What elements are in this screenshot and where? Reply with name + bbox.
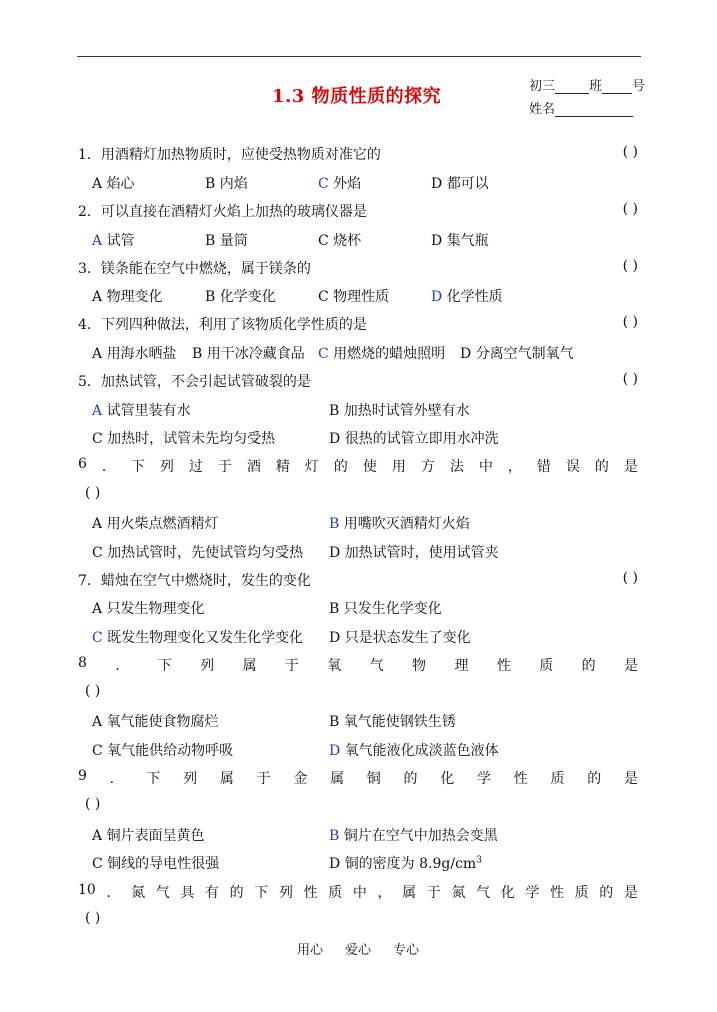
option-a: A 焰心 xyxy=(92,176,135,192)
option-d: D 只是状态发生了变化 xyxy=(329,630,471,646)
question-char: 的 xyxy=(599,885,614,901)
question-char: 性 xyxy=(496,658,511,674)
answer-paren[interactable]: ( ) xyxy=(622,201,638,217)
question-char: 酒 xyxy=(246,459,261,475)
answer-paren[interactable]: ( ) xyxy=(85,683,101,699)
question-char: 中 xyxy=(478,459,493,475)
question-6 xyxy=(78,456,638,476)
question-char: 下 xyxy=(157,658,172,674)
question-char: 过 xyxy=(188,459,203,475)
question-char: 错 xyxy=(536,459,551,475)
question-char: 气 xyxy=(155,885,170,901)
answer-paren[interactable]: ( ) xyxy=(622,570,638,586)
class-blank[interactable] xyxy=(555,79,589,94)
header-rule xyxy=(77,56,641,57)
answer-paren[interactable]: ( ) xyxy=(85,796,101,812)
question-char: 气 xyxy=(369,658,384,674)
question-char: 法 xyxy=(449,459,464,475)
question-char: ． xyxy=(106,885,121,901)
question-char: 8 xyxy=(78,655,87,671)
question-char: 性 xyxy=(513,771,528,787)
question-char: 质 xyxy=(550,771,565,787)
question-char: 物 xyxy=(412,658,427,674)
question-char: 属 xyxy=(219,771,234,787)
name-line: 姓名 xyxy=(529,98,633,117)
option-b: B 加热时试管外壁有水 xyxy=(329,403,470,419)
question-char: 质 xyxy=(328,885,343,901)
question-char: 化 xyxy=(500,885,515,901)
answer-paren[interactable]: ( ) xyxy=(622,371,638,387)
option-d: D 氧气能液化成淡蓝色液体 xyxy=(329,743,499,759)
question-char: 质 xyxy=(574,885,589,901)
question-char: ， xyxy=(507,459,522,475)
option-a: A 物理变化 xyxy=(92,289,163,305)
option-a: A 氧气能使食物腐烂 xyxy=(92,714,219,730)
option-b: B 量筒 xyxy=(205,233,248,249)
question-char: 氧 xyxy=(327,658,342,674)
option-a: A 试管 xyxy=(92,233,135,249)
question-char: 是 xyxy=(623,459,638,475)
question-char: 误 xyxy=(565,459,580,475)
question-char: 是 xyxy=(624,658,638,674)
footer: 用心 爱心 专心 xyxy=(297,943,420,958)
question-char: 使 xyxy=(362,459,377,475)
question-char: 列 xyxy=(159,459,174,475)
question-char: 10 xyxy=(78,882,96,898)
question-char: 的 xyxy=(333,459,348,475)
question-char: 性 xyxy=(550,885,564,901)
option-c: C 加热时，试管未先均匀受热 xyxy=(92,431,276,447)
question-char: 6 xyxy=(78,456,87,472)
question-char: 用 xyxy=(391,459,406,475)
question-char: 于 xyxy=(284,658,299,674)
option-b: B 氧气能使钢铁生锈 xyxy=(329,714,456,730)
option-b: B 化学变化 xyxy=(205,289,276,305)
question-char: 方 xyxy=(420,459,435,475)
option-c: C 物理性质 xyxy=(318,289,390,305)
question-1: 1．用酒精灯加热物质时，应使受热物质对准它的 ( ) xyxy=(78,144,638,163)
question-char: 气 xyxy=(476,885,491,901)
question-char: 列 xyxy=(278,885,293,901)
option-c: C 加热试管时，先使试管均匀受热 xyxy=(92,545,304,561)
question-char: 的 xyxy=(581,658,596,674)
option-c: C 氧气能供给动物呼吸 xyxy=(92,743,234,759)
option-d: D 铜的密度为 $8.9g/cm^3$ xyxy=(329,855,482,872)
option-d: D 加热试管时，使用试管夹 xyxy=(329,545,499,561)
option-d: D 很热的试管立即用水冲洗 xyxy=(329,431,499,447)
question-char: 于 xyxy=(426,885,441,901)
option-a: A 铜片表面呈黄色 xyxy=(92,828,205,844)
option-d: D 化学性质 xyxy=(431,289,503,305)
question-char: 金 xyxy=(293,771,308,787)
question-char: 的 xyxy=(229,885,244,901)
question-3: 3．镁条能在空气中燃烧，属于镁条的 ( ) xyxy=(78,258,638,277)
option-b: B 铜片在空气中加热会变黑 xyxy=(329,828,498,844)
page-title: 1.3 物质性质的探究 xyxy=(272,86,442,107)
answer-paren[interactable]: ( ) xyxy=(622,258,638,274)
question-10 xyxy=(78,882,638,902)
question-char: 属 xyxy=(402,885,417,901)
question-char: ． xyxy=(101,459,116,475)
number-blank[interactable] xyxy=(602,79,632,94)
option-b: B 用嘴吹灭酒精灯火焰 xyxy=(329,516,470,532)
option-b: B 内焰 xyxy=(205,176,248,192)
question-char: 质 xyxy=(539,658,554,674)
question-char: 的 xyxy=(587,771,602,787)
question-char: 下 xyxy=(130,459,145,475)
question-char: 灯 xyxy=(304,459,319,475)
question-char: 学 xyxy=(525,885,540,901)
class-number-line: 初三 班 号 xyxy=(529,79,646,94)
question-char: 列 xyxy=(200,658,215,674)
question-7: 7．蜡烛在空气中燃烧时，发生的变化 ( ) xyxy=(78,570,638,589)
question-8 xyxy=(78,655,638,675)
option-d: D 集气瓶 xyxy=(431,233,489,249)
option-b: B 只发生化学变化 xyxy=(329,601,442,617)
question-char: 下 xyxy=(146,771,161,787)
question-char: ， xyxy=(377,885,392,901)
option-d: D 分离空气制氧气 xyxy=(460,346,574,362)
option-a: A 用海水晒盐 xyxy=(92,346,177,362)
question-char: 下 xyxy=(254,885,269,901)
question-char: ． xyxy=(109,771,124,787)
answer-paren[interactable]: ( ) xyxy=(622,314,638,330)
name-blank[interactable] xyxy=(555,102,633,117)
question-char: 氮 xyxy=(131,885,146,901)
question-char: 化 xyxy=(440,771,455,787)
question-char: 于 xyxy=(256,771,271,787)
question-char: 性 xyxy=(303,885,318,901)
question-char: 属 xyxy=(242,658,257,674)
option-a: A 只发生物理变化 xyxy=(92,601,205,617)
question-9 xyxy=(78,768,638,788)
question-char: ． xyxy=(115,658,130,674)
question-char: 的 xyxy=(403,771,418,787)
answer-paren[interactable]: ( ) xyxy=(85,485,101,501)
question-char: 属 xyxy=(330,771,345,787)
answer-paren[interactable]: ( ) xyxy=(622,144,638,160)
question-char: 9 xyxy=(78,768,87,784)
option-c: C 既发生物理变化又发生化学变化 xyxy=(92,630,304,646)
question-4: 4．下列四种做法，利用了该物质化学性质的是 ( ) xyxy=(78,314,638,333)
question-char: 列 xyxy=(183,771,198,787)
question-2: 2．可以直接在酒精灯火焰上加热的玻璃仪器是 ( ) xyxy=(78,201,638,220)
question-5: 5．加热试管，不会引起试管破裂的是 ( ) xyxy=(78,371,638,390)
option-c: C 铜线的导电性很强 xyxy=(92,856,220,872)
question-char: 学 xyxy=(477,771,491,787)
question-char: 氮 xyxy=(451,885,466,901)
option-a: A 用火柴点燃酒精灯 xyxy=(92,516,219,532)
question-char: 有 xyxy=(205,885,220,901)
question-char: 是 xyxy=(623,885,638,901)
question-char: 铜 xyxy=(366,771,381,787)
option-a: A 试管里装有水 xyxy=(92,403,191,419)
question-char: 是 xyxy=(623,771,638,787)
option-d: D 都可以 xyxy=(431,176,489,192)
question-char: 精 xyxy=(275,459,290,475)
option-c: C 外焰 xyxy=(318,176,362,192)
question-char: 中 xyxy=(352,885,367,901)
question-char: 的 xyxy=(594,459,609,475)
option-c: C 烧杯 xyxy=(318,233,362,249)
question-char: 理 xyxy=(454,658,469,674)
option-c: C 用燃烧的蜡烛照明 xyxy=(318,346,446,362)
question-char: 具 xyxy=(180,885,195,901)
question-char: 于 xyxy=(217,459,232,475)
answer-paren[interactable]: ( ) xyxy=(85,910,101,926)
option-b: B 用干冰冷藏食品 xyxy=(192,346,305,362)
